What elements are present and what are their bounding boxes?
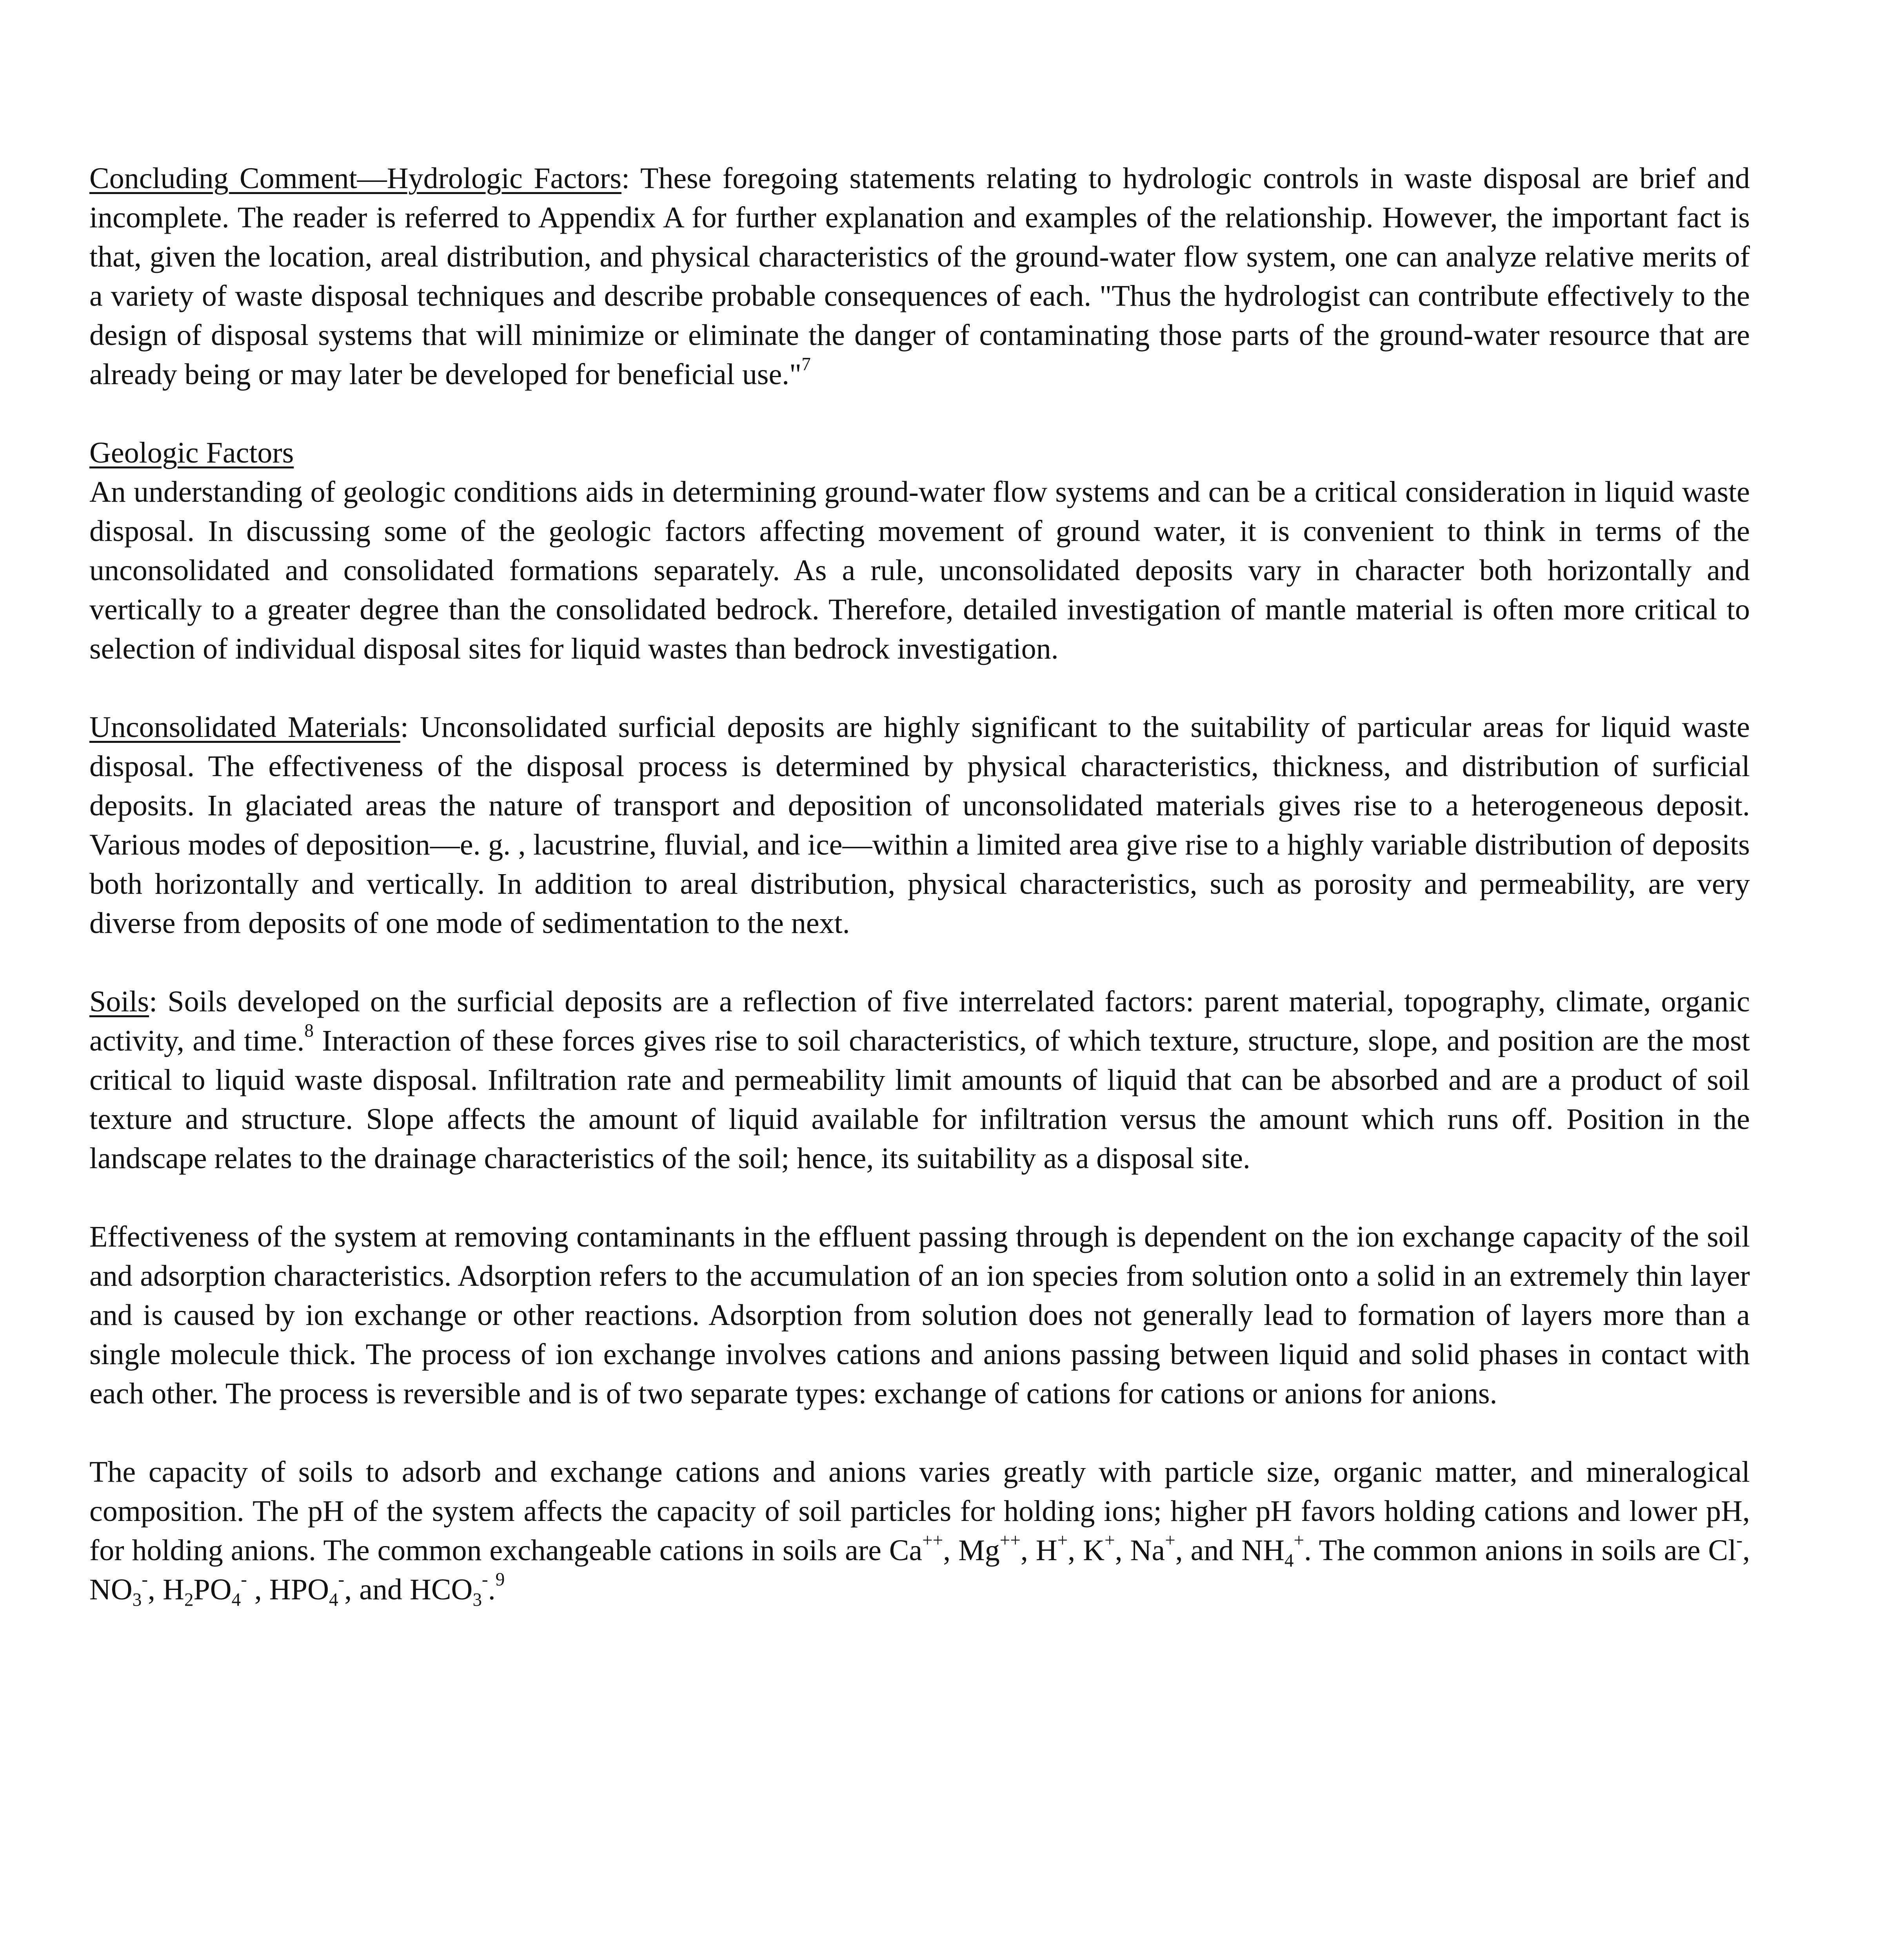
ion-h2po4: $H_2PO_4^-$	[163, 1569, 247, 1610]
ion-no3: $NO_3^-$	[89, 1569, 148, 1610]
ion-na: Na+	[1130, 1530, 1175, 1567]
paragraph-soils	[89, 982, 1750, 1178]
ion-ca: Ca++	[889, 1530, 943, 1567]
heading-geologic-factors: Geologic Factors	[89, 436, 294, 469]
paragraph-text: : These foregoing statements relating to hydrologic controls in waste disposal are brief and incomplete. The reader is referred to Appendix A for further explanation and examples of the relationship. However, the important fact is that, given the location, areal distribution, and physical characteristics of the ground-water flow system, one can analyze relative merits of a variety of waste disposal techniques and describe probable consequences of each. "Thus the hydrologist can contribute effectively to the design of disposal systems that will minimize or eliminate the danger of contaminating those parts of the ground-water resource that are already being or may later be developed for beneficial use."	[89, 162, 1750, 391]
heading-geologic-factors-line	[89, 433, 1750, 472]
ion-nh4: $NH_4^+$	[1241, 1530, 1304, 1571]
paragraph-concluding-comment	[89, 159, 1750, 394]
paragraph-text: : Unconsolidated surficial deposits are highly significant to the suitability of particular areas for liquid waste disposal. The effectiveness of the disposal process is determined by physical characteristics, thickness, and distribution of surficial deposits. In glaciated areas the nature of transport and deposition of unconsolidated materials gives rise to a heterogeneous deposit. Various modes of deposition—e. g. , lacustrine, fluvial, and ice—within a limited area give rise to a highly variable distribution of deposits both horizontally and vertically. In addition to areal distribution, physical characteristics, such as porosity and permeability, are very diverse from deposits of one mode of sedimentation to the next.	[89, 711, 1750, 940]
ion-cl: Cl-	[1708, 1530, 1743, 1567]
ion-k: K+	[1083, 1530, 1115, 1567]
footnote-ref-8: 8	[304, 1020, 314, 1041]
paragraph-text: Interaction of these forces gives rise to soil characteristics, of which texture, structure, slope, and position are the most critical to liquid waste disposal. Infiltration rate and permeability limit amounts of liquid that can be absorbed and are a product of soil texture and structure. Slope affects the amount of liquid available for infiltration versus the amount which runs off. Position in the landscape relates to the drainage characteristics of the soil; hence, its suitability as a disposal site.	[89, 1024, 1750, 1175]
paragraph-text: Effectiveness of the system at removing contaminants in the effluent passing through is dependent on the ion exchange capacity of the soil and adsorption characteristics. Adsorption refers to the accumulation of an ion species from solution onto a solid in an extremely thin layer and is caused by ion exchange or other reactions. Adsorption from solution does not generally lead to formation of layers more than a single molecule thick. The process of ion exchange involves cations and anions passing between liquid and solid phases in contact with each other. The process is reversible and is of two separate types: exchange of cations for cations or anions for anions.	[89, 1220, 1750, 1410]
ion-h: H+	[1036, 1530, 1068, 1567]
ion-mg: Mg++	[958, 1530, 1021, 1567]
heading-unconsolidated-materials: Unconsolidated Materials	[89, 711, 400, 744]
paragraph-ion-exchange	[89, 1217, 1750, 1413]
ion-hco3: $HCO_3^-$	[409, 1569, 488, 1610]
paragraph-geologic-factors	[89, 472, 1750, 668]
paragraph-text: An understanding of geologic conditions aids in determining ground-water flow systems and can be a critical consideration in liquid waste disposal. In discussing some of the geologic factors affecting movement of ground water, it is convenient to think in terms of the unconsolidated and consolidated formations separately. As a rule, unconsolidated deposits vary in character both horizontally and vertically to a greater degree than the consolidated bedrock. Therefore, detailed investigation of mantle material is often more critical to selection of individual disposal sites for liquid wastes than bedrock investigation.	[89, 475, 1750, 665]
paragraph-text: : Soils developed on the surficial deposits are a reflection of five interrelated factors: parent material, topography, climate, organic activity, and time.	[89, 985, 1750, 1057]
paragraph-text: The capacity of soils to adsorb and exchange cations and anions varies greatly with particle size, organic matter, and mineralogical composition. The pH of the system affects the capacity of soil particles for holding ions; higher pH favors holding cations and lower pH, for holding anions. The common exchangeable cations in soils are	[89, 1455, 1750, 1567]
heading-concluding-comment: Concluding Comment—Hydrologic Factors	[89, 162, 621, 195]
heading-soils: Soils	[89, 985, 149, 1018]
footnote-ref-7: 7	[801, 354, 811, 375]
footnote-ref-9: 9	[495, 1569, 505, 1590]
paragraph-soil-capacity: The capacity of soils to adsorb and exchange cations and anions varies greatly with particle size, organic matter, and mineralogical composition. The pH of the system affects the capacity of soil particles for holding ions; higher pH favors holding cations and lower pH, for holding anions. The common exchangeable cations in soils are Ca++, Mg++, H+, K+, Na+, and $NH_4^+$. The common anions in soils are Cl-, $NO_3^-$, $H_2PO_4^-$ , $HPO_4^-$, and $HCO_3^-.^9$	[89, 1455, 1750, 1610]
body-text	[89, 159, 1750, 1648]
paragraph-unconsolidated-materials	[89, 708, 1750, 943]
ion-hpo4: $HPO_4^-$	[269, 1569, 345, 1610]
